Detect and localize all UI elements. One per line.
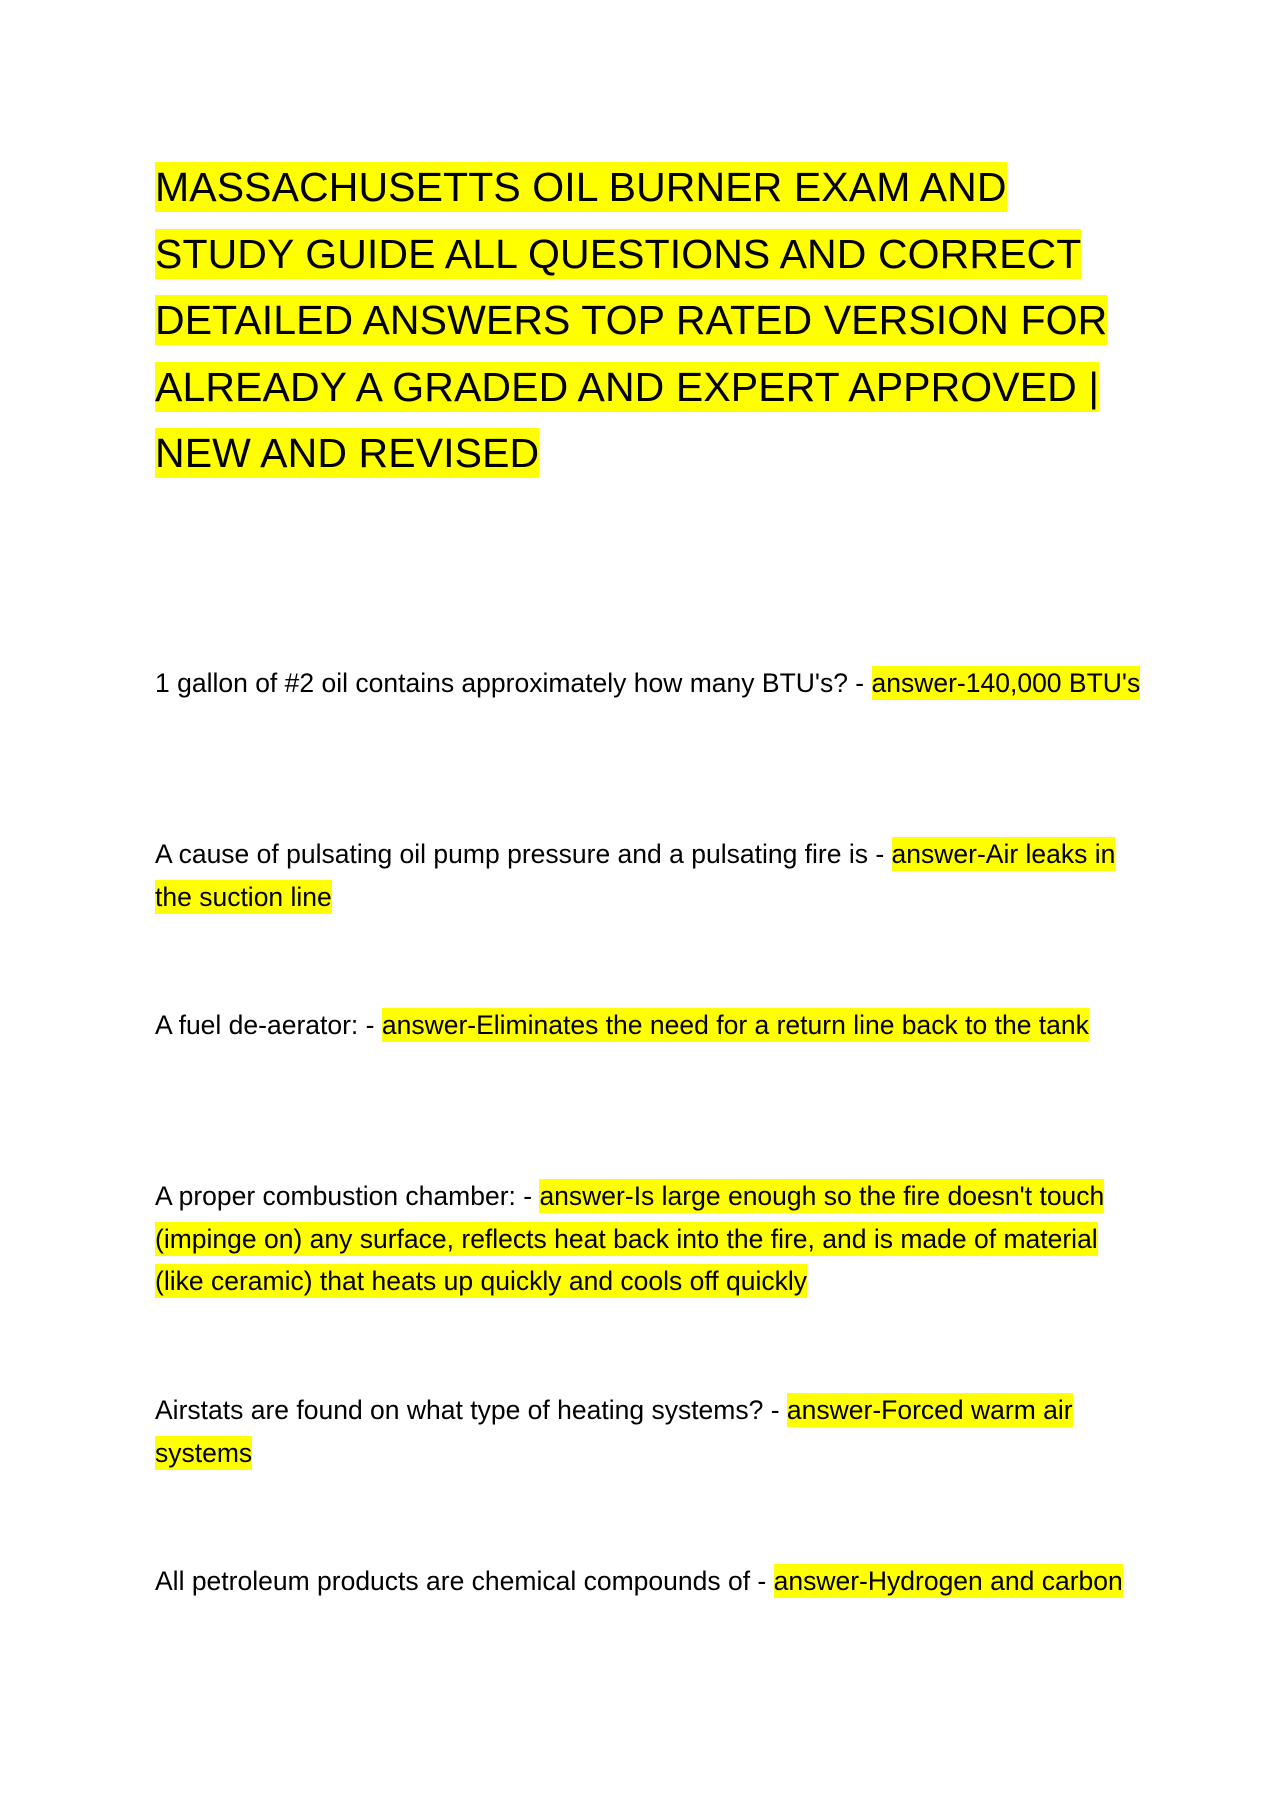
answer-text: answer-Eliminates the need for a return line back to the tank (381, 1010, 1089, 1040)
answer-text: answer-Air leaks in the suction line (155, 839, 1116, 912)
question-text: Airstats are found on what type of heating systems? - (155, 1395, 787, 1425)
qa-item-6 (155, 1560, 1145, 1603)
question-text: All petroleum products are chemical compounds of - (155, 1566, 774, 1596)
question-text: 1 gallon of #2 oil contains approximately how many BTU's? - (155, 668, 872, 698)
qa-item-4 (155, 1175, 1145, 1303)
qa-item-5 (155, 1389, 1145, 1474)
question-text: A cause of pulsating oil pump pressure and a pulsating fire is - (155, 839, 892, 869)
question-text: A fuel de-aerator: - (155, 1010, 382, 1040)
question-text: A proper combustion chamber: - (155, 1181, 540, 1211)
qa-item-3 (155, 1004, 1145, 1047)
document-title (155, 154, 1115, 487)
answer-text: answer-Forced warm air systems (155, 1395, 1073, 1468)
qa-item-2 (155, 833, 1145, 918)
answer-text: answer-140,000 BTU's (871, 668, 1141, 698)
title-highlight: MASSACHUSETTS OIL BURNER EXAM AND STUDY GUIDE ALL QUESTIONS AND CORRECT DETAILED ANSWERS TOP RATED VERSION FOR ALREADY A GRADED AND EXPERT APPROVED | NEW AND REVISED (155, 164, 1108, 476)
answer-text: answer-Hydrogen and carbon (773, 1566, 1123, 1596)
qa-item-1 (155, 662, 1145, 705)
answer-text: answer-Is large enough so the fire doesn't touch (impinge on) any surface, reflects heat back into the fire, and is made of material (like ceramic) that heats up quickly and cools off quickly (155, 1181, 1105, 1296)
